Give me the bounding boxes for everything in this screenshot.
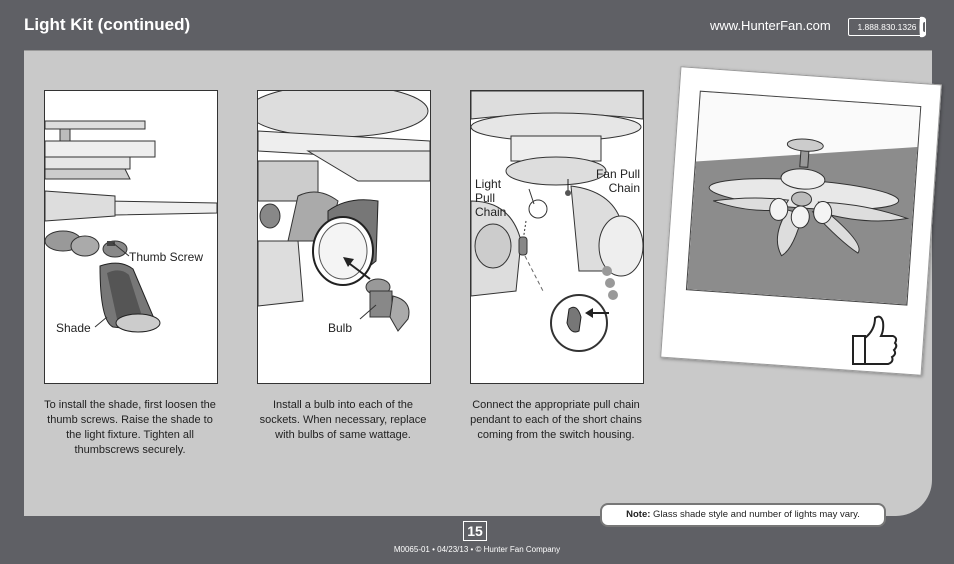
callout-thumb-screw: Thumb Screw [129,250,204,264]
step-3-illustration [470,90,644,384]
phone-number: 1.888.830.1326 [848,18,926,36]
footer-doc-info: M0065-01 • 04/23/13 • © Hunter Fan Company [393,545,561,554]
thumbs-up-icon [845,312,900,370]
step-1-illustration [44,90,218,384]
callout-light-pull-chain: Light Pull Chain [475,177,507,219]
phone-handset-icon [917,16,931,38]
step-2-caption: Install a bulb into each of the sockets. When necessary, replace with bulbs of same wattage. [259,399,427,441]
note-label: Note: [626,509,651,520]
page-number: 15 [463,521,487,541]
page-title: Light Kit (continued) [24,15,191,34]
note-text: Glass shade style and number of lights may vary. [650,509,860,520]
callout-fan-pull-chain: Fan Pull Chain [595,167,640,195]
website-link[interactable]: www.HunterFan.com [710,18,831,33]
step-3-caption: Connect the appropriate pull chain pendant to each of the short chains coming from the switch housing. [470,399,642,441]
note-box [600,503,886,527]
step-2-illustration [257,90,431,384]
callout-bulb: Bulb [328,321,353,335]
step-1-caption: To install the shade, first loosen the thumb screws. Raise the shade to the light fixture. Tighten all thumbscrews securely. [44,399,216,456]
callout-shade: Shade [56,321,91,335]
